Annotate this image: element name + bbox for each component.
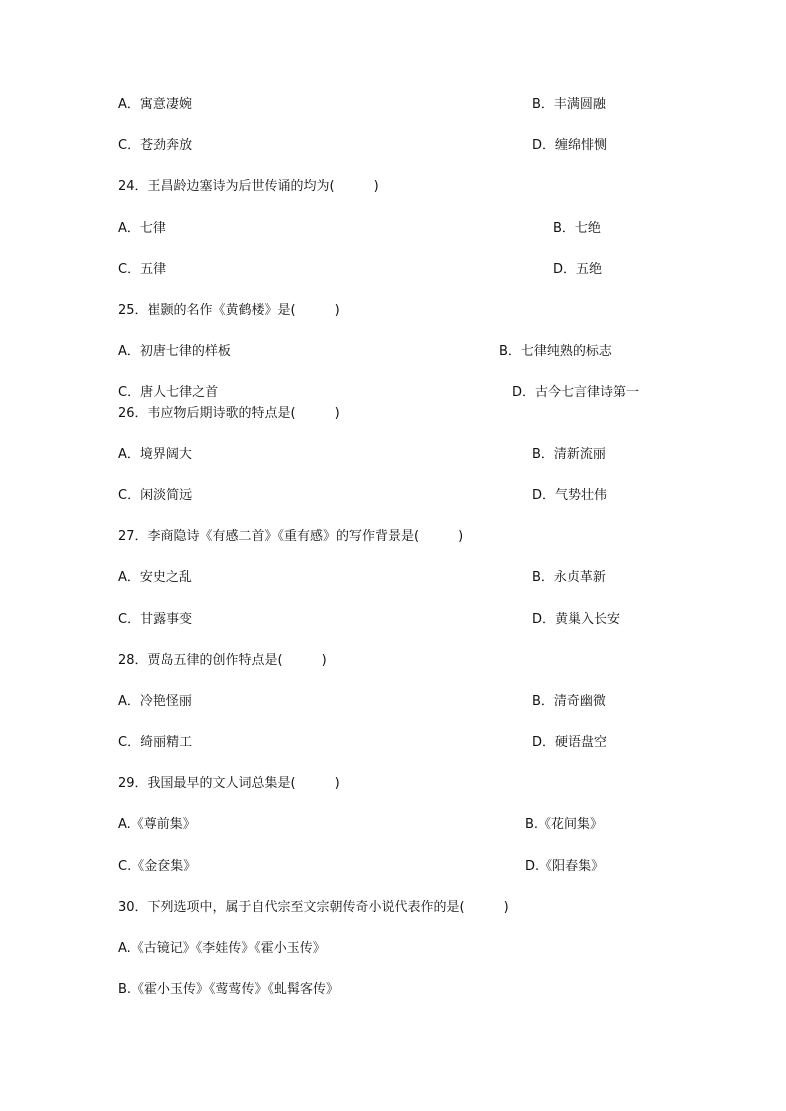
q25-option-d: D．古今七言律诗第一 (512, 385, 640, 400)
q25-option-c: C．唐人七律之首 (118, 385, 219, 400)
q29-option-d: D.《阳春集》 (525, 859, 605, 874)
q27-option-d: D．黄巢入长安 (532, 612, 621, 627)
q27-option-c: C．甘露事变 (118, 612, 193, 627)
q28-option-b: B．清奇幽微 (532, 694, 606, 709)
q28-stem: 28．贾岛五律的创作特点是( ) (118, 653, 327, 668)
q24-option-d: D．五绝 (553, 262, 603, 277)
q24-stem: 24．王昌龄边塞诗为后世传诵的均为( ) (118, 179, 379, 194)
q26-stem: 26．韦应物后期诗歌的特点是( ) (118, 406, 340, 421)
q23-option-a: A．寓意凄婉 (118, 97, 192, 112)
q24-option-a: A．七律 (118, 221, 166, 236)
q28-option-a: A．冷艳怪丽 (118, 694, 192, 709)
q28-option-d: D．硬语盘空 (532, 735, 608, 750)
q25-option-a: A．初唐七律的样板 (118, 344, 231, 359)
q26-option-a: A．境界阔大 (118, 447, 192, 462)
q23-option-d: D．缠绵悱恻 (532, 138, 608, 153)
q23-option-c: C．苍劲奔放 (118, 138, 193, 153)
q30-stem: 30．下列选项中，属于自代宗至文宗朝传奇小说代表作的是( ) (118, 900, 509, 915)
q27-option-b: B．永贞革新 (532, 570, 606, 585)
q24-option-b: B．七绝 (553, 221, 601, 236)
q28-option-c: C．绮丽精工 (118, 735, 193, 750)
q30-option-a: A.《古镜记》《李娃传》《霍小玉传》 (118, 941, 326, 956)
q26-option-c: C．闲淡简远 (118, 488, 193, 503)
q27-stem: 27．李商隐诗《有感二首》《重有感》的写作背景是( ) (118, 529, 464, 544)
q29-option-b: B.《花间集》 (525, 817, 604, 832)
q25-option-b: B．七律纯熟的标志 (499, 344, 612, 359)
q26-option-d: D．气势壮伟 (532, 488, 608, 503)
q29-option-a: A.《尊前集》 (118, 817, 196, 832)
q27-option-a: A．安史之乱 (118, 570, 192, 585)
q26-option-b: B．清新流丽 (532, 447, 606, 462)
q29-stem: 29．我国最早的文人词总集是( ) (118, 776, 340, 791)
q23-option-b: B．丰满圆融 (532, 97, 606, 112)
q25-stem: 25．崔颢的名作《黄鹤楼》是( ) (118, 303, 340, 318)
q24-option-c: C．五律 (118, 262, 167, 277)
q30-option-b: B.《霍小玉传》《莺莺传》《虬髯客传》 (118, 982, 340, 997)
q29-option-c: C.《金奁集》 (118, 859, 197, 874)
